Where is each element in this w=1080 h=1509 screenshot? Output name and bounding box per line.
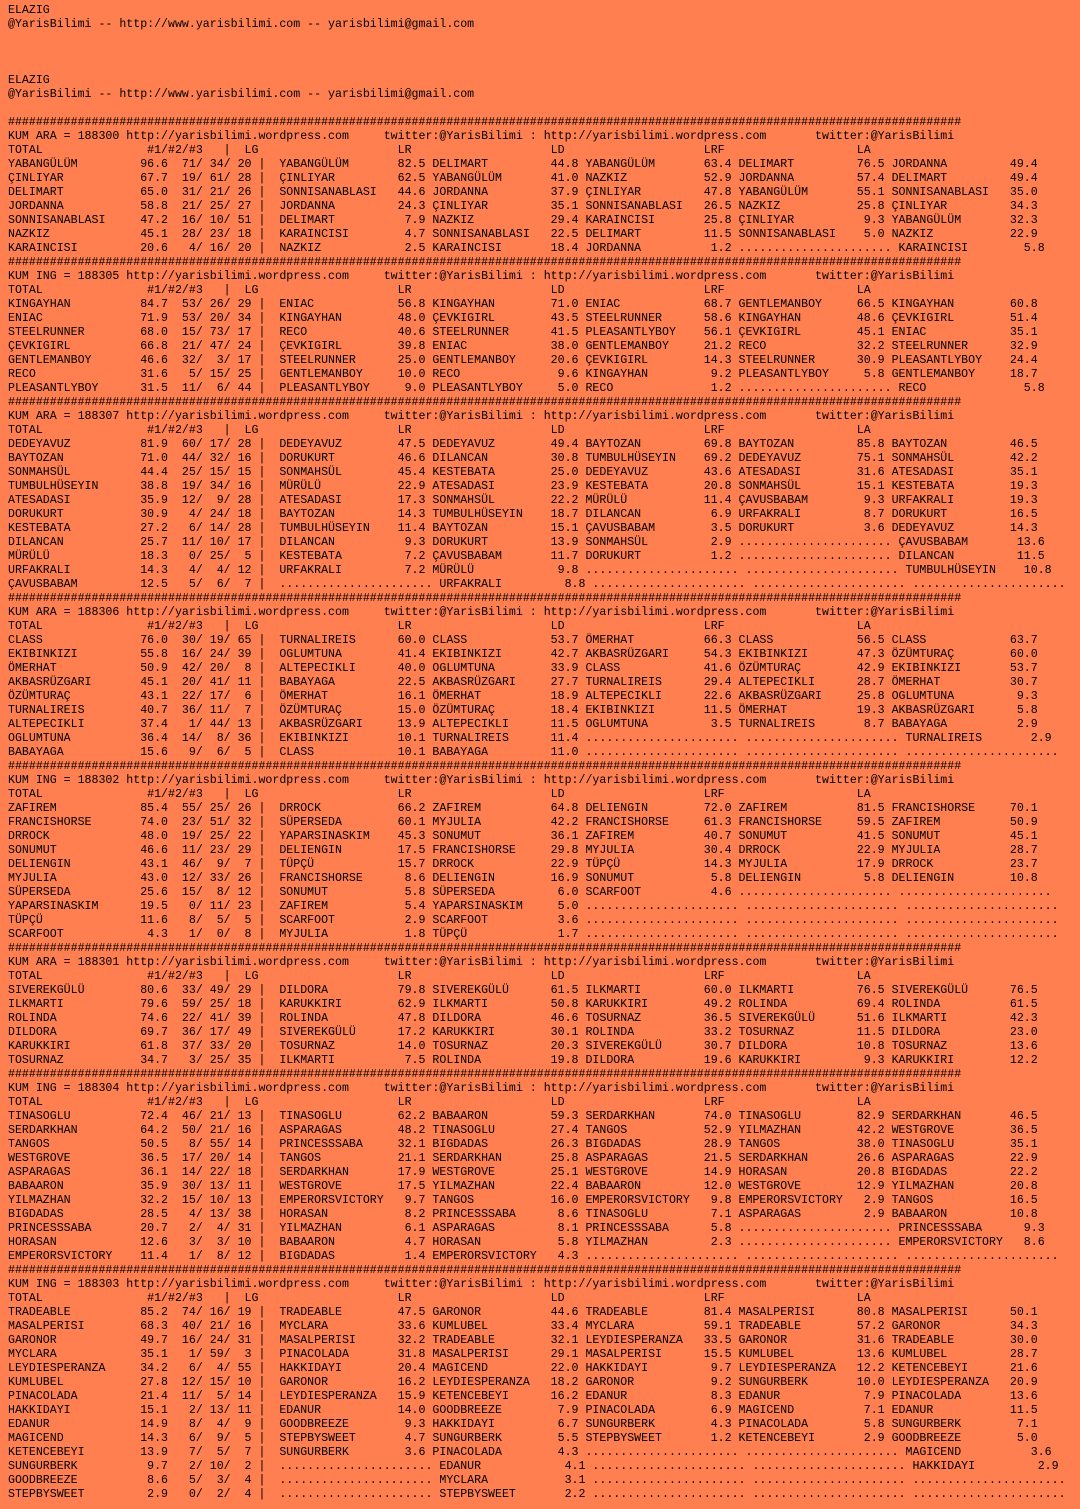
table-row: KARAINCISI 20.6 4/ 16/ 20 | NAZKIZ 2.5 KARAINCISI 18.4 JORDANNA 1.2 ...................... KARAINCISI 5.8 bbox=[8, 242, 1045, 255]
contact-line: @YarisBilimi -- http://www.yarisbilimi.com -- yarisbilimi@gmail.com bbox=[8, 18, 475, 31]
table-row: TUMBULHÜSEYIN 38.8 19/ 34/ 16 | MÜRÜLÜ 22.9 ATESADASI 23.9 KESTEBATA 20.8 SONMAHSÜL 15.1 KESTEBATA 19.3 bbox=[8, 480, 1038, 493]
table-row: SERDARKHAN 64.2 50/ 21/ 16 | ASPARAGAS 48.2 TINASOGLU 27.4 TANGOS 52.9 YILMAZHAN 42.2 WESTGROVE 36.5 bbox=[8, 1124, 1038, 1137]
table-row: ÖMERHAT 50.9 42/ 20/ 8 | ALTEPECIKLI 40.0 OGLUMTUNA 33.9 CLASS 41.6 ÖZÜMTURAÇ 42.9 EKIBINKIZI 53.7 bbox=[8, 662, 1038, 675]
column-header: TOTAL #1/#2/#3 | LG LR LD LRF LA bbox=[8, 144, 871, 157]
table-row: AKBASRÜZGARI 45.1 20/ 41/ 11 | BABAYAGA 22.5 AKBASRÜZGARI 27.7 TURNALIREIS 29.4 ALTEPECIKLI 28.7 ÖMERHAT 30.7 bbox=[8, 676, 1038, 689]
table-row: STEELRUNNER 68.0 15/ 73/ 17 | RECO 40.6 STEELRUNNER 41.5 PLEASANTLYBOY 56.1 ÇEVKIGIRL 45.1 ENIAC 35.1 bbox=[8, 326, 1038, 339]
table-row: ÇEVKIGIRL 66.8 21/ 47/ 24 | ÇEVKIGIRL 39.8 ENIAC 38.0 GENTLEMANBOY 21.2 RECO 32.2 STEELRUNNER 32.9 bbox=[8, 340, 1038, 353]
table-row: STEPBYSWEET 2.9 0/ 2/ 4 | ...................... STEPBYSWEET 2.2 ...................... ...................... ...................... bbox=[8, 1488, 1066, 1501]
table-row: SUNGURBERK 9.7 2/ 10/ 2 | ...................... EDANUR 4.1 ...................... ...................... HAKKIDAYI 2.9 bbox=[8, 1460, 1059, 1473]
table-row: ILKMARTI 79.6 59/ 25/ 18 | KARUKKIRI 62.9 ILKMARTI 50.8 KARUKKIRI 49.2 ROLINDA 69.4 ROLINDA 61.5 bbox=[8, 998, 1038, 1011]
table-row: SONMAHSÜL 44.4 25/ 15/ 15 | SONMAHSÜL 45.4 KESTEBATA 25.0 DEDEYAVUZ 43.6 ATESADASI 31.6 ATESADASI 35.1 bbox=[8, 466, 1038, 479]
table-row: ATESADASI 35.9 12/ 9/ 28 | ATESADASI 17.3 SONMAHSÜL 22.2 MÜRÜLÜ 11.4 ÇAVUSBABAM 9.3 URFAKRALI 19.3 bbox=[8, 494, 1038, 507]
table-row: JORDANNA 58.8 21/ 25/ 27 | JORDANNA 24.3 ÇINLIYAR 35.1 SONNISANABLASI 26.5 NAZKIZ 25.8 ÇINLIYAR 34.3 bbox=[8, 200, 1038, 213]
race-header: KUM ING = 188305 http://yarisbilimi.wordpress.com twitter:@YarisBilimi : http://yarisbilimi.wordpress.com twitter:@YarisBilimi bbox=[8, 270, 955, 283]
table-row: TURNALIREIS 40.7 36/ 11/ 7 | ÖZÜMTURAÇ 15.0 ÖZÜMTURAÇ 18.4 EKIBINKIZI 11.5 ÖMERHAT 19.3 AKBASRÜZGARI 5.8 bbox=[8, 704, 1038, 717]
race-header: KUM ARA = 188306 http://yarisbilimi.wordpress.com twitter:@YarisBilimi : http://yarisbilimi.wordpress.com twitter:@YarisBilimi bbox=[8, 606, 955, 619]
blank-line bbox=[8, 46, 1072, 60]
table-row: YAPARSINASKIM 19.5 0/ 11/ 23 | ZAFIREM 5.4 YAPARSINASKIM 5.0 ...................... ...................... ...................... bbox=[8, 900, 1059, 913]
table-row: DRROCK 48.0 19/ 25/ 22 | YAPARSINASKIM 45.3 SONUMUT 36.1 ZAFIREM 40.7 SONUMUT 41.5 SONUMUT 45.1 bbox=[8, 830, 1038, 843]
table-row: BABAYAGA 15.6 9/ 6/ 5 | CLASS 10.1 BABAYAGA 11.0 ...................... ...................... ...................... bbox=[8, 746, 1059, 759]
table-row: GENTLEMANBOY 46.6 32/ 3/ 17 | STEELRUNNER 25.0 GENTLEMANBOY 20.6 ÇEVKIGIRL 14.3 STEELRUNNER 30.9 PLEASANTLYBOY 24.4 bbox=[8, 354, 1038, 367]
page-title: ELAZIG bbox=[8, 74, 50, 87]
table-row: EMPERORSVICTORY 11.4 1/ 8/ 12 | BIGDADAS 1.4 EMPERORSVICTORY 4.3 ...................... ...................... ...................... bbox=[8, 1250, 1059, 1263]
column-header: TOTAL #1/#2/#3 | LG LR LD LRF LA bbox=[8, 284, 871, 297]
table-row: KUMLUBEL 27.8 12/ 15/ 10 | GARONOR 16.2 LEYDIESPERANZA 18.2 GARONOR 9.2 SUNGURBERK 10.0 LEYDIESPERANZA 20.9 bbox=[8, 1376, 1038, 1389]
table-row: PINACOLADA 21.4 11/ 5/ 14 | LEYDIESPERANZA 15.9 KETENCEBEYI 16.2 EDANUR 8.3 EDANUR 7.9 PINACOLADA 13.6 bbox=[8, 1390, 1038, 1403]
table-row: YABANGÜLÜM 96.6 71/ 34/ 20 | YABANGÜLÜM 82.5 DELIMART 44.8 YABANGÜLÜM 63.4 DELIMART 76.5 JORDANNA 49.4 bbox=[8, 158, 1038, 171]
table-row: MYJULIA 43.0 12/ 33/ 26 | FRANCISHORSE 8.6 DELIENGIN 16.9 SONUMUT 5.8 DELIENGIN 5.8 DELIENGIN 10.8 bbox=[8, 872, 1038, 885]
section-divider: ######################################################################################################################################### bbox=[8, 942, 962, 955]
table-row: OGLUMTUNA 36.4 14/ 8/ 36 | EKIBINKIZI 10.1 TURNALIREIS 11.4 ...................... ...................... TURNALIREIS 2.9 bbox=[8, 732, 1052, 745]
table-row: RECO 31.6 5/ 15/ 25 | GENTLEMANBOY 10.0 RECO 9.6 KINGAYHAN 9.2 PLEASANTLYBOY 5.8 GENTLEMANBOY 18.7 bbox=[8, 368, 1038, 381]
table-row: HORASAN 12.6 3/ 3/ 10 | BABAARON 4.7 HORASAN 5.8 YILMAZHAN 2.3 ...................... EMPERORSVICTORY 8.6 bbox=[8, 1236, 1045, 1249]
table-row: BIGDADAS 28.5 4/ 13/ 38 | HORASAN 8.2 PRINCESSSABA 8.6 TINASOGLU 7.1 ASPARAGAS 2.9 BABAARON 10.8 bbox=[8, 1208, 1038, 1221]
table-row: ROLINDA 74.6 22/ 41/ 39 | ROLINDA 47.8 DILDORA 46.6 TOSURNAZ 36.5 SIVEREKGÜLÜ 51.6 ILKMARTI 42.3 bbox=[8, 1012, 1038, 1025]
table-row: TÜPÇÜ 11.6 8/ 5/ 5 | SCARFOOT 2.9 SCARFOOT 3.6 ...................... ...................... ...................... bbox=[8, 914, 1059, 927]
race-header: KUM ING = 188303 http://yarisbilimi.wordpress.com twitter:@YarisBilimi : http://yarisbilimi.wordpress.com twitter:@YarisBilimi bbox=[8, 1278, 955, 1291]
table-row: TANGOS 50.5 8/ 55/ 14 | PRINCESSSABA 32.1 BIGDADAS 26.3 BIGDADAS 28.9 TANGOS 38.0 TINASOGLU 35.1 bbox=[8, 1138, 1038, 1151]
section-divider: ######################################################################################################################################### bbox=[8, 592, 962, 605]
table-row: MÜRÜLÜ 18.3 0/ 25/ 5 | KESTEBATA 7.2 ÇAVUSBABAM 11.7 DORUKURT 1.2 ...................... DILANCAN 11.5 bbox=[8, 550, 1045, 563]
table-row: EDANUR 14.9 8/ 4/ 9 | GOODBREEZE 9.3 HAKKIDAYI 6.7 SUNGURBERK 4.3 PINACOLADA 5.8 SUNGURBERK 7.1 bbox=[8, 1418, 1038, 1431]
table-row: ENIAC 71.9 53/ 20/ 34 | KINGAYHAN 48.0 ÇEVKIGIRL 43.5 STEELRUNNER 58.6 KINGAYHAN 48.6 ÇEVKIGIRL 51.4 bbox=[8, 312, 1038, 325]
table-row: KETENCEBEYI 13.9 7/ 5/ 7 | SUNGURBERK 3.6 PINACOLADA 4.3 ...................... ...................... MAGICEND 3.6 bbox=[8, 1446, 1052, 1459]
table-row: MYCLARA 35.1 1/ 59/ 3 | PINACOLADA 31.8 MASALPERISI 29.1 MASALPERISI 15.5 KUMLUBEL 13.6 KUMLUBEL 28.7 bbox=[8, 1348, 1038, 1361]
column-header: TOTAL #1/#2/#3 | LG LR LD LRF LA bbox=[8, 1096, 871, 1109]
race-header: KUM ING = 188304 http://yarisbilimi.wordpress.com twitter:@YarisBilimi : http://yarisbilimi.wordpress.com twitter:@YarisBilimi bbox=[8, 1082, 955, 1095]
section-divider: ######################################################################################################################################### bbox=[8, 256, 962, 269]
table-row: GARONOR 49.7 16/ 24/ 31 | MASALPERISI 32.2 TRADEABLE 32.1 LEYDIESPERANZA 33.5 GARONOR 31.6 TRADEABLE 30.0 bbox=[8, 1334, 1038, 1347]
table-row: YILMAZHAN 32.2 15/ 10/ 13 | EMPERORSVICTORY 9.7 TANGOS 16.0 EMPERORSVICTORY 9.8 EMPERORSVICTORY 2.9 TANGOS 16.5 bbox=[8, 1194, 1038, 1207]
table-row: ALTEPECIKLI 37.4 1/ 44/ 13 | AKBASRÜZGARI 13.9 ALTEPECIKLI 11.5 OGLUMTUNA 3.5 TURNALIREIS 8.7 BABAYAGA 2.9 bbox=[8, 718, 1038, 731]
table-row: WESTGROVE 36.5 17/ 20/ 14 | TANGOS 21.1 SERDARKHAN 25.8 ASPARAGAS 21.5 SERDARKHAN 26.6 ASPARAGAS 22.9 bbox=[8, 1152, 1038, 1165]
table-row: SIVEREKGÜLÜ 80.6 33/ 49/ 29 | DILDORA 79.8 SIVEREKGÜLÜ 61.5 ILKMARTI 60.0 ILKMARTI 76.5 SIVEREKGÜLÜ 76.5 bbox=[8, 984, 1038, 997]
section-divider: ######################################################################################################################################### bbox=[8, 396, 962, 409]
table-row: DELIMART 65.0 31/ 21/ 26 | SONNISANABLASI 44.6 JORDANNA 37.9 ÇINLIYAR 47.8 YABANGÜLÜM 55.1 SONNISANABLASI 35.0 bbox=[8, 186, 1038, 199]
blank-line bbox=[8, 102, 1072, 116]
table-row: TRADEABLE 85.2 74/ 16/ 19 | TRADEABLE 47.5 GARONOR 44.6 TRADEABLE 81.4 MASALPERISI 80.8 MASALPERISI 50.1 bbox=[8, 1306, 1038, 1319]
column-header: TOTAL #1/#2/#3 | LG LR LD LRF LA bbox=[8, 424, 871, 437]
table-row: ÇAVUSBABAM 12.5 5/ 6/ 7 | ...................... URFAKRALI 8.8 ...................... ...................... ...................... bbox=[8, 578, 1066, 591]
table-row: EKIBINKIZI 55.8 16/ 24/ 39 | OGLUMTUNA 41.4 EKIBINKIZI 42.7 AKBASRÜZGARI 54.3 EKIBINKIZI 47.3 ÖZÜMTURAÇ 60.0 bbox=[8, 648, 1038, 661]
table-row: BABAARON 35.9 30/ 13/ 11 | WESTGROVE 17.5 YILMAZHAN 22.4 BABAARON 12.0 WESTGROVE 12.9 YILMAZHAN 20.8 bbox=[8, 1180, 1038, 1193]
blank-line bbox=[8, 60, 1072, 74]
table-row: ÇINLIYAR 67.7 19/ 61/ 28 | ÇINLIYAR 62.5 YABANGÜLÜM 41.0 NAZKIZ 52.9 JORDANNA 57.4 DELIMART 49.4 bbox=[8, 172, 1038, 185]
race-header: KUM ARA = 188307 http://yarisbilimi.wordpress.com twitter:@YarisBilimi : http://yarisbilimi.wordpress.com twitter:@YarisBilimi bbox=[8, 410, 955, 423]
table-row: TOSURNAZ 34.7 3/ 25/ 35 | ILKMARTI 7.5 ROLINDA 19.8 DILDORA 19.6 KARUKKIRI 9.3 KARUKKIRI 12.2 bbox=[8, 1054, 1038, 1067]
table-row: CLASS 76.0 30/ 19/ 65 | TURNALIREIS 60.0 CLASS 53.7 ÖMERHAT 66.3 CLASS 56.5 CLASS 63.7 bbox=[8, 634, 1038, 647]
table-row: ASPARAGAS 36.1 14/ 22/ 18 | SERDARKHAN 17.9 WESTGROVE 25.1 WESTGROVE 14.9 HORASAN 20.8 BIGDADAS 22.2 bbox=[8, 1166, 1038, 1179]
race-header: KUM ARA = 188301 http://yarisbilimi.wordpress.com twitter:@YarisBilimi : http://yarisbilimi.wordpress.com twitter:@YarisBilimi bbox=[8, 956, 955, 969]
table-row: SONUMUT 46.6 11/ 23/ 29 | DELIENGIN 17.5 FRANCISHORSE 29.8 MYJULIA 30.4 DRROCK 22.9 MYJULIA 28.7 bbox=[8, 844, 1038, 857]
section-divider: ######################################################################################################################################### bbox=[8, 760, 962, 773]
table-row: KARUKKIRI 61.8 37/ 33/ 20 | TOSURNAZ 14.0 TOSURNAZ 20.3 SIVEREKGÜLÜ 30.7 DILDORA 10.8 TOSURNAZ 13.6 bbox=[8, 1040, 1038, 1053]
race-header: KUM ARA = 188300 http://yarisbilimi.wordpress.com twitter:@YarisBilimi : http://yarisbilimi.wordpress.com twitter:@YarisBilimi bbox=[8, 130, 955, 143]
table-row: DILDORA 69.7 36/ 17/ 49 | SIVEREKGÜLÜ 17.2 KARUKKIRI 30.1 ROLINDA 33.2 TOSURNAZ 11.5 DILDORA 23.0 bbox=[8, 1026, 1038, 1039]
table-row: DELIENGIN 43.1 46/ 9/ 7 | TÜPÇÜ 15.7 DRROCK 22.9 TÜPÇÜ 14.3 MYJULIA 17.9 DRROCK 23.7 bbox=[8, 858, 1038, 871]
race-header: KUM ING = 188302 http://yarisbilimi.wordpress.com twitter:@YarisBilimi : http://yarisbilimi.wordpress.com twitter:@YarisBilimi bbox=[8, 774, 955, 787]
table-row: ÖZÜMTURAÇ 43.1 22/ 17/ 6 | ÖMERHAT 16.1 ÖMERHAT 18.9 ALTEPECIKLI 22.6 AKBASRÜZGARI 25.8 OGLUMTUNA 9.3 bbox=[8, 690, 1038, 703]
table-row: TINASOGLU 72.4 46/ 21/ 13 | TINASOGLU 62.2 BABAARON 59.3 SERDARKHAN 74.0 TINASOGLU 82.9 SERDARKHAN 46.5 bbox=[8, 1110, 1038, 1123]
table-row: KESTEBATA 27.2 6/ 14/ 28 | TUMBULHÜSEYIN 11.4 BAYTOZAN 15.1 ÇAVUSBABAM 3.5 DORUKURT 3.6 DEDEYAVUZ 14.3 bbox=[8, 522, 1038, 535]
column-header: TOTAL #1/#2/#3 | LG LR LD LRF LA bbox=[8, 970, 871, 983]
table-row: PLEASANTLYBOY 31.5 11/ 6/ 44 | PLEASANTLYBOY 9.0 PLEASANTLYBOY 5.0 RECO 1.2 ...................... RECO 5.8 bbox=[8, 382, 1045, 395]
table-row: URFAKRALI 14.3 4/ 4/ 12 | URFAKRALI 7.2 MÜRÜLÜ 9.8 ...................... ...................... TUMBULHÜSEYIN 10.8 bbox=[8, 564, 1052, 577]
table-row: MAGICEND 14.3 6/ 9/ 5 | STEPBYSWEET 4.7 SUNGURBERK 5.5 STEPBYSWEET 1.2 KETENCEBEYI 2.9 GOODBREEZE 5.0 bbox=[8, 1432, 1038, 1445]
table-row: LEYDIESPERANZA 34.2 6/ 4/ 55 | HAKKIDAYI 20.4 MAGICEND 22.0 HAKKIDAYI 9.7 LEYDIESPERANZA 12.2 KETENCEBEYI 21.6 bbox=[8, 1362, 1038, 1375]
table-row: DILANCAN 25.7 11/ 10/ 17 | DILANCAN 9.3 DORUKURT 13.9 SONMAHSÜL 2.9 ...................... ÇAVUSBABAM 13.6 bbox=[8, 536, 1045, 549]
column-header: TOTAL #1/#2/#3 | LG LR LD LRF LA bbox=[8, 1292, 871, 1305]
section-divider: ######################################################################################################################################### bbox=[8, 1264, 962, 1277]
table-row: MASALPERISI 68.3 40/ 21/ 16 | MYCLARA 33.6 KUMLUBEL 33.4 MYCLARA 59.1 TRADEABLE 57.2 GARONOR 34.3 bbox=[8, 1320, 1038, 1333]
page-title: ELAZIG bbox=[8, 4, 50, 17]
table-row: SONNISANABLASI 47.2 16/ 10/ 51 | DELIMART 7.9 NAZKIZ 29.4 KARAINCISI 25.8 ÇINLIYAR 9.3 YABANGÜLÜM 32.3 bbox=[8, 214, 1038, 227]
contact-line: @YarisBilimi -- http://www.yarisbilimi.com -- yarisbilimi@gmail.com bbox=[8, 88, 475, 101]
table-row: FRANCISHORSE 74.0 23/ 51/ 32 | SÜPERSEDA 60.1 MYJULIA 42.2 FRANCISHORSE 61.3 FRANCISHORSE 59.5 ZAFIREM 50.9 bbox=[8, 816, 1038, 829]
table-row: NAZKIZ 45.1 28/ 23/ 18 | KARAINCISI 4.7 SONNISANABLASI 22.5 DELIMART 11.5 SONNISANABLASI 5.0 NAZKIZ 22.9 bbox=[8, 228, 1038, 241]
section-divider: ######################################################################################################################################### bbox=[8, 116, 962, 129]
table-row: ZAFIREM 85.4 55/ 25/ 26 | DRROCK 66.2 ZAFIREM 64.8 DELIENGIN 72.0 ZAFIREM 81.5 FRANCISHORSE 70.1 bbox=[8, 802, 1038, 815]
table-row: HAKKIDAYI 15.1 2/ 13/ 11 | EDANUR 14.0 GOODBREEZE 7.9 PINACOLADA 6.9 MAGICEND 7.1 EDANUR 11.5 bbox=[8, 1404, 1038, 1417]
column-header: TOTAL #1/#2/#3 | LG LR LD LRF LA bbox=[8, 620, 871, 633]
table-row: PRINCESSSABA 20.7 2/ 4/ 31 | YILMAZHAN 6.1 ASPARAGAS 8.1 PRINCESSSABA 5.8 ...................... PRINCESSSABA 9.3 bbox=[8, 1222, 1045, 1235]
table-row: GOODBREEZE 8.6 5/ 3/ 4 | ...................... MYCLARA 3.1 ...................... ...................... ...................... bbox=[8, 1474, 1066, 1487]
section-divider: ######################################################################################################################################### bbox=[8, 1068, 962, 1081]
column-header: TOTAL #1/#2/#3 | LG LR LD LRF LA bbox=[8, 788, 871, 801]
blank-line bbox=[8, 32, 1072, 46]
table-row: KINGAYHAN 84.7 53/ 26/ 29 | ENIAC 56.8 KINGAYHAN 71.0 ENIAC 68.7 GENTLEMANBOY 66.5 KINGAYHAN 60.8 bbox=[8, 298, 1038, 311]
table-row: SÜPERSEDA 25.6 15/ 8/ 12 | SONUMUT 5.8 SÜPERSEDA 6.0 SCARFOOT 4.6 ...................... ...................... bbox=[8, 886, 1052, 899]
table-row: DORUKURT 30.9 4/ 24/ 18 | BAYTOZAN 14.3 TUMBULHÜSEYIN 18.7 DILANCAN 6.9 URFAKRALI 8.7 DORUKURT 16.5 bbox=[8, 508, 1038, 521]
table-row: DEDEYAVUZ 81.9 60/ 17/ 28 | DEDEYAVUZ 47.5 DEDEYAVUZ 49.4 BAYTOZAN 69.8 BAYTOZAN 85.8 BAYTOZAN 46.5 bbox=[8, 438, 1038, 451]
table-row: SCARFOOT 4.3 1/ 0/ 8 | MYJULIA 1.8 TÜPÇÜ 1.7 ...................... ...................... ...................... bbox=[8, 928, 1059, 941]
table-row: BAYTOZAN 71.0 44/ 32/ 16 | DORUKURT 46.6 DILANCAN 30.8 TUMBULHÜSEYIN 69.2 DEDEYAVUZ 75.1 SONMAHSÜL 42.2 bbox=[8, 452, 1038, 465]
